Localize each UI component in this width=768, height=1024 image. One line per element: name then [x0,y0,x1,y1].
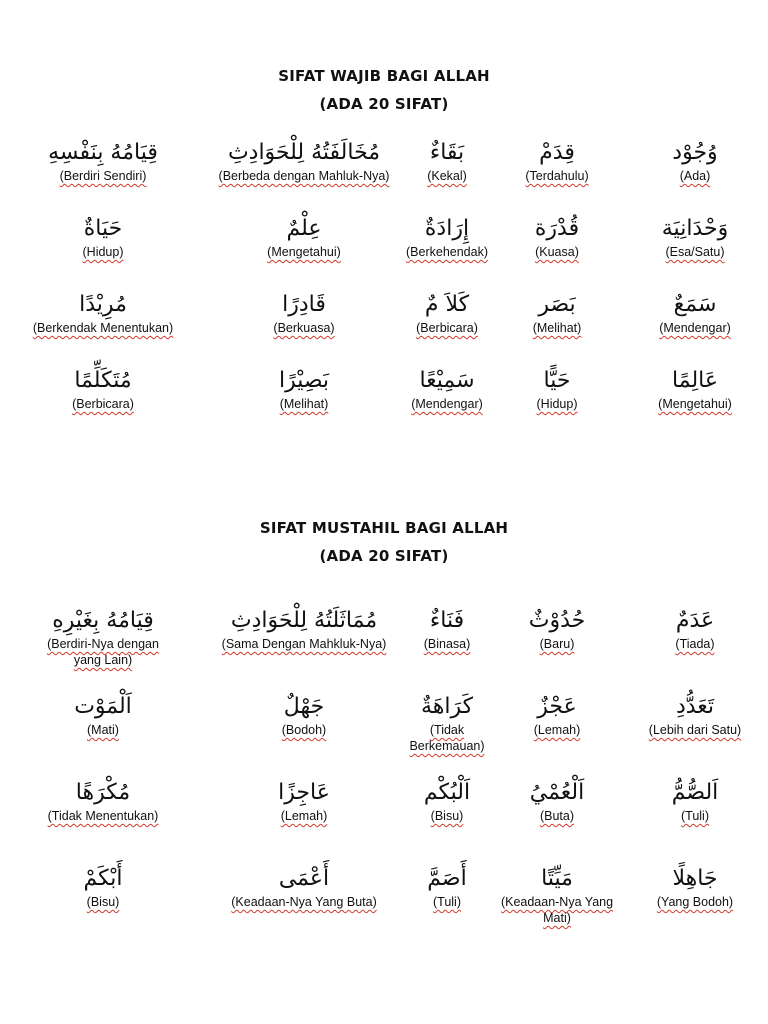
arabic-term: أَصَمَّ [427,866,467,891]
arabic-term: سَمَعٌ [673,292,717,317]
arabic-term: عِلْمٌ [286,216,322,241]
arabic-term: وُجُوْد [672,140,718,165]
term-meaning: (Lemah) [533,723,581,737]
sifat-entry [206,606,402,692]
sifat-entry [492,778,622,864]
sifat-entry [402,692,492,778]
term-meaning: (Berdiri-Nya dengan yang Lain) [47,637,159,667]
sifat-entry [206,214,402,290]
term-meaning: (Hidup) [536,397,578,411]
sifat-entry [206,366,402,442]
arabic-term: مُمَاثَلَتُهُ لِلْحَوَادِثِ [230,608,378,633]
arabic-term: وَحْدَانِيَة [661,216,729,241]
arabic-term: اَلْبُكْم [423,780,471,805]
term-meaning: (Berkuasa) [273,321,335,335]
term-meaning: (Berbeda dengan Mahluk-Nya) [218,169,390,183]
arabic-term: أَعْمَى [278,866,330,891]
term-meaning: (Tidak Berkemauan) [409,723,485,753]
sifat-entry [402,290,492,366]
arabic-term: كَلاَ مٌ [424,292,470,317]
sifat-entry [0,778,206,864]
arabic-term: بَصَر [538,292,576,317]
sifat-grid [0,606,768,950]
arabic-term: اَلصُّمُّ [671,780,719,805]
sifat-row [0,214,768,290]
term-meaning: (Hidup) [82,245,124,259]
term-meaning: (Esa/Satu) [665,245,725,259]
term-meaning: (Mengetahui) [658,397,732,411]
term-meaning: (Keadaan-Nya Yang Mati) [500,895,614,925]
arabic-term: اَلْعُمْيُ [529,780,585,805]
arabic-term: بَقَاءٌ [429,140,465,165]
term-meaning: (Berkendak Menentukan) [32,321,174,335]
term-meaning: (Yang Bodoh) [656,895,734,909]
sifat-entry [0,606,206,692]
term-meaning: (Lemah) [280,809,328,823]
sifat-row [0,606,768,692]
term-meaning: (Mendengar) [659,321,731,335]
term-meaning: (Bisu) [86,895,120,909]
sifat-entry [402,214,492,290]
arabic-term: حُدُوْثٌ [528,608,586,633]
sifat-entry [402,864,492,950]
term-meaning: (Kekal) [427,169,467,183]
arabic-term: قَادِرًا [282,292,326,317]
arabic-term: مُتَكَلِّمًا [74,368,132,393]
sifat-entry [0,864,206,950]
term-meaning: (Berdiri Sendiri) [59,169,147,183]
section-sifat-wajib [0,64,768,442]
term-meaning: (Sama Dengan Mahkluk-Nya) [221,637,387,651]
sifat-entry [206,290,402,366]
arabic-term: اَلْمَوْت [74,694,132,719]
arabic-term: سَمِيْعًا [419,368,475,393]
sifat-entry [492,290,622,366]
arabic-term: مُكْرَهًا [75,780,131,805]
section-subtitle: (ADA 20 SIFAT) [319,547,449,565]
arabic-term: عَالِمًا [672,368,718,393]
arabic-term: أَبْكَمْ [83,866,123,891]
term-meaning: (Bodoh) [281,723,327,737]
arabic-term: قِدَمْ [539,140,575,165]
section-title: SIFAT WAJIB BAGI ALLAH [278,67,490,85]
sifat-entry [206,138,402,214]
term-meaning: (Berbicara) [72,397,134,411]
arabic-term: جَاهِلًا [672,866,718,891]
sifat-entry [622,778,768,864]
sifat-row [0,290,768,366]
term-meaning: (Tuli) [432,895,461,909]
section-title: SIFAT MUSTAHIL BAGI ALLAH [259,519,509,537]
sifat-row [0,864,768,950]
term-meaning: (Berbicara) [416,321,478,335]
term-meaning: (Tidak Menentukan) [47,809,159,823]
sifat-entry [622,138,768,214]
sifat-entry [492,214,622,290]
sifat-entry [492,138,622,214]
sifat-entry [622,214,768,290]
term-meaning: (Melihat) [532,321,582,335]
sifat-entry [402,366,492,442]
sifat-entry [402,138,492,214]
term-meaning: (Keadaan-Nya Yang Buta) [231,895,377,909]
term-meaning: (Terdahulu) [525,169,589,183]
arabic-term: تَعَدُّدِ [675,694,715,719]
term-meaning: (Melihat) [279,397,329,411]
term-meaning: (Berkehendak) [406,245,488,259]
arabic-term: مَيِّتًا [541,866,573,891]
sifat-entry [0,138,206,214]
sifat-entry [622,692,768,778]
sifat-entry [622,290,768,366]
sifat-entry [622,864,768,950]
sifat-row [0,366,768,442]
arabic-term: كَرَاهَةٌ [420,694,474,719]
sifat-entry [402,606,492,692]
term-meaning: (Mendengar) [411,397,483,411]
term-meaning: (Tiada) [675,637,715,651]
term-meaning: (Lebih dari Satu) [648,723,742,737]
term-meaning: (Binasa) [423,637,471,651]
arabic-term: مُرِيْدًا [79,292,127,317]
arabic-term: قِيَامُهُ بِغَيْرِهِ [52,608,154,633]
term-meaning: (Bisu) [430,809,464,823]
sifat-row [0,138,768,214]
arabic-term: إِرَادَةٌ [424,216,470,241]
sifat-entry [206,778,402,864]
arabic-term: حَيَاةٌ [83,216,123,241]
sifat-entry [492,606,622,692]
sifat-entry [206,864,402,950]
sifat-entry [622,366,768,442]
sifat-row [0,692,768,778]
arabic-term: قُدْرَة [534,216,580,241]
arabic-term: بَصِيْرًا [278,368,330,393]
sifat-row [0,778,768,864]
term-meaning: (Ada) [679,169,711,183]
sifat-entry [0,290,206,366]
term-meaning: (Baru) [539,637,575,651]
sifat-entry [622,606,768,692]
term-meaning: (Buta) [539,809,575,823]
arabic-term: حَيًّا [543,368,571,393]
arabic-term: عَجْزٌ [537,694,577,719]
sifat-grid [0,138,768,442]
section-sifat-mustahil [0,516,768,950]
arabic-term: عَدَمٌ [675,608,715,633]
sifat-entry [0,366,206,442]
sifat-entry [0,692,206,778]
sifat-entry [492,366,622,442]
arabic-term: قِيَامُهُ بِنَفْسِهِ [48,140,158,165]
sifat-entry [492,692,622,778]
term-meaning: (Mengetahui) [267,245,341,259]
term-meaning: (Tuli) [680,809,709,823]
arabic-term: مُخَالَفَتُهُ لِلْحَوَادِثِ [227,140,381,165]
sifat-entry [206,692,402,778]
section-subtitle: (ADA 20 SIFAT) [319,95,449,113]
arabic-term: جَهْلٌ [283,694,325,719]
sifat-entry [0,214,206,290]
term-meaning: (Kuasa) [535,245,579,259]
sifat-entry [402,778,492,864]
term-meaning: (Mati) [87,723,119,737]
sifat-entry [492,864,622,950]
arabic-term: فَنَاءٌ [429,608,465,633]
arabic-term: عَاجِزًا [278,780,330,805]
